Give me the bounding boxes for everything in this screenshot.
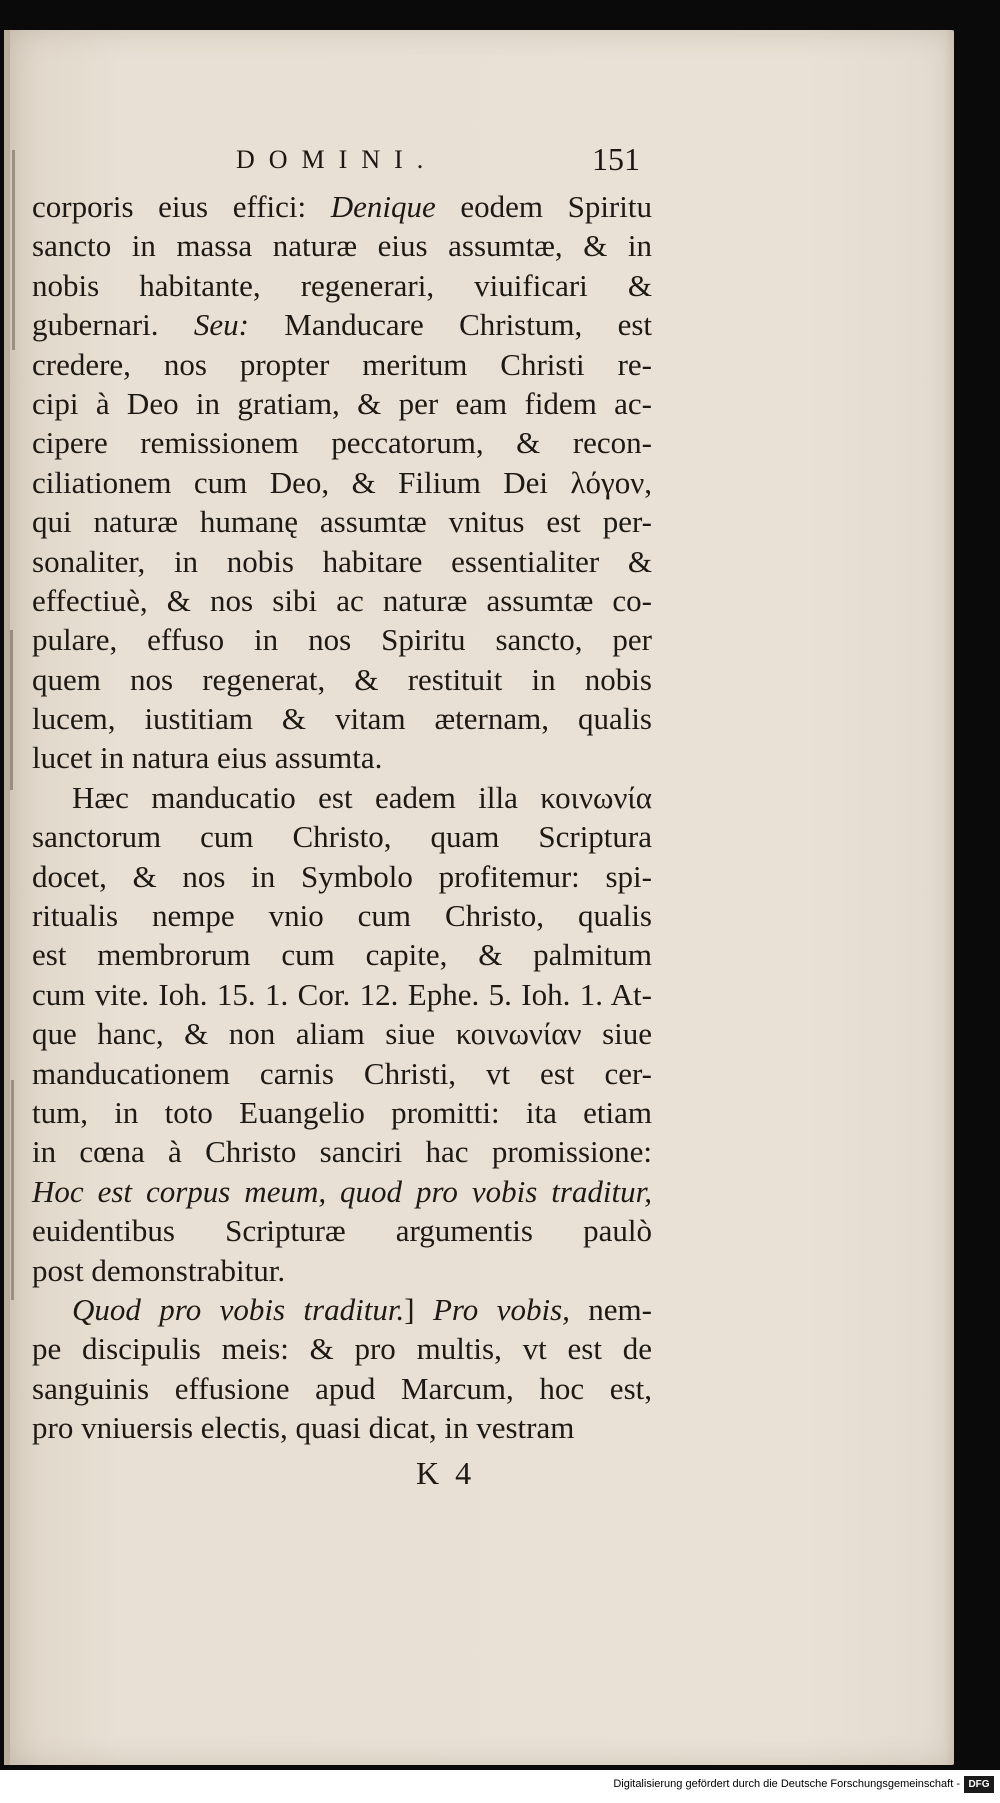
text-line	[32, 935, 652, 974]
text-line	[32, 1093, 652, 1132]
roman-text: sancto in massa naturæ eius assumtæ, & in	[32, 228, 652, 264]
italic-text: Denique	[330, 189, 436, 224]
funding-credit: Digitalisierung gefördert durch die Deutsche Forschungsgemeinschaft -	[613, 1778, 960, 1790]
roman-text: post demonstrabitur.	[32, 1252, 286, 1288]
roman-text: tum, in toto Euangelio promitti: ita etiam	[32, 1094, 652, 1130]
text-line	[32, 699, 652, 738]
text-line	[32, 305, 652, 344]
roman-text: euidentibus Scripturæ argumentis paulò	[32, 1213, 652, 1249]
roman-text: manducationem carnis Christi, vt est cer-	[32, 1055, 652, 1091]
paragraph	[32, 1290, 652, 1448]
roman-text: pulare, effuso in nos Spiritu sancto, per	[32, 622, 652, 658]
text-line	[32, 266, 652, 305]
text-line	[32, 1408, 652, 1447]
text-line	[32, 187, 652, 226]
roman-text: Manducare Christum, est	[248, 307, 653, 343]
roman-text: sonaliter, in nobis habitare essentialiter &	[32, 543, 652, 579]
running-head: DOMINI.	[236, 145, 438, 174]
book-page	[4, 30, 954, 1765]
roman-text: cipi à Deo in gratiam, & per eam fidem ac-	[32, 385, 652, 421]
signature-text: K 4	[416, 1455, 476, 1491]
text-line	[32, 542, 652, 581]
roman-text: ciliationem cum Deo, & Filium Dei λόγον,	[32, 464, 652, 500]
text-line	[32, 660, 652, 699]
roman-text: ritualis nempe vnio cum Christo, qualis	[32, 898, 652, 934]
text-line	[32, 1369, 652, 1408]
text-line	[32, 857, 652, 896]
text-line	[32, 226, 652, 265]
roman-text: cipere remissionem peccatorum, & recon-	[32, 425, 652, 461]
roman-text: ]	[404, 1291, 433, 1327]
text-line	[32, 581, 652, 620]
roman-text: Hæc manducatio est eadem illa κοινωνία	[72, 779, 652, 815]
roman-text: sanguinis effusione apud Marcum, hoc est,	[32, 1370, 652, 1406]
text-line	[32, 778, 652, 817]
roman-text: pe discipulis meis: & pro multis, vt est de	[32, 1331, 652, 1367]
italic-text: Quod pro vobis traditur.	[72, 1291, 405, 1327]
text-line	[32, 1132, 652, 1171]
text-line	[32, 817, 652, 856]
roman-text: quem nos regenerat, & restituit in nobis	[32, 661, 652, 697]
roman-text: cum vite. Ioh. 15. 1. Cor. 12. Ephe. 5. Ioh. 1. At-	[32, 976, 652, 1012]
roman-text: effectiuè, & nos sibi ac naturæ assumtæ co-	[32, 582, 652, 618]
gutter-shadow	[10, 630, 13, 790]
text-line	[32, 1290, 652, 1329]
text-line	[32, 463, 652, 502]
roman-text: eodem Spiritu	[435, 189, 652, 224]
text-line	[32, 384, 652, 423]
signature-mark	[4, 1455, 954, 1495]
paragraph	[32, 778, 652, 1290]
italic-text: Seu:	[193, 307, 249, 343]
roman-text: credere, nos propter meritum Christi re-	[32, 346, 652, 382]
text-line	[32, 1329, 652, 1368]
roman-text: in cœna à Christo sanciri hac promissione:	[32, 1134, 652, 1170]
roman-text: qui naturæ humanę assumtæ vnitus est per-	[32, 504, 652, 540]
page-header	[4, 141, 954, 185]
text-line	[32, 345, 652, 384]
dfg-logo: DFG	[964, 1776, 994, 1793]
text-line	[32, 975, 652, 1014]
text-line	[32, 738, 652, 777]
roman-text: nobis habitante, regenerari, viuificari &	[32, 267, 652, 303]
text-line	[32, 896, 652, 935]
text-line	[32, 423, 652, 462]
text-line	[32, 1211, 652, 1250]
roman-text: que hanc, & non aliam siue κοινωνίαν siue	[32, 1016, 652, 1052]
roman-text: pro vniuersis electis, quasi dicat, in vestram	[32, 1410, 575, 1446]
text-line	[32, 1014, 652, 1053]
paragraph	[32, 187, 652, 778]
page-edge	[4, 30, 10, 1765]
page-number: 151	[592, 141, 640, 177]
text-line	[32, 1054, 652, 1093]
body-text	[32, 187, 652, 1448]
roman-text: gubernari.	[32, 307, 194, 343]
roman-text: sanctorum cum Christo, quam Scriptura	[32, 819, 652, 855]
roman-text: est membrorum cum capite, & palmitum	[32, 937, 652, 973]
roman-text: docet, & nos in Symbolo profitemur: spi-	[32, 858, 652, 894]
roman-text: nem-	[569, 1291, 652, 1327]
gutter-shadow	[11, 1080, 14, 1300]
text-line	[32, 502, 652, 541]
roman-text: lucem, iustitiam & vitam æternam, qualis	[32, 701, 652, 737]
text-line	[32, 1172, 652, 1211]
digitization-footer	[0, 1770, 1000, 1803]
italic-text: Hoc est corpus meum, quod pro vobis traditur,	[32, 1173, 652, 1209]
text-line	[32, 1251, 652, 1290]
roman-text: lucet in natura eius assumta.	[32, 740, 383, 776]
roman-text: corporis eius effici:	[32, 189, 331, 224]
gutter-shadow	[12, 150, 15, 350]
text-line	[32, 620, 652, 659]
italic-text: Pro vobis,	[432, 1291, 570, 1327]
